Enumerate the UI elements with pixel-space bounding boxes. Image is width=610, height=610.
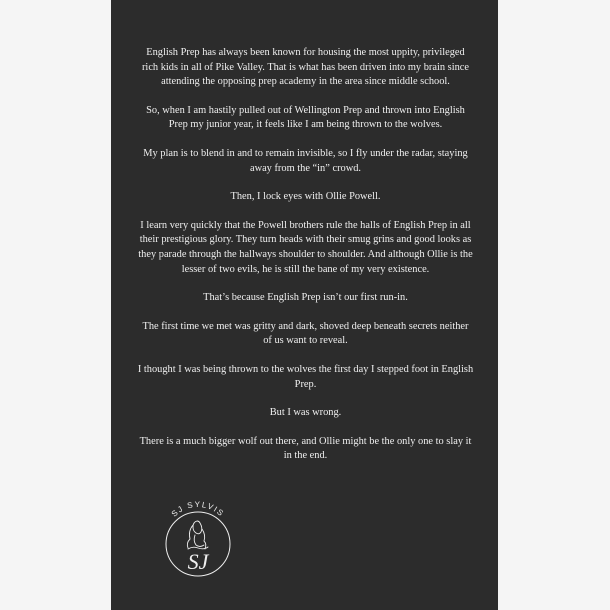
back-cover bbox=[111, 0, 498, 610]
blurb-paragraph-1: English Prep has always been known for housing the most uppity, privileged rich kids in all of Pike Valley. That is what has been driven into my brain since attending the opposing prep academy in the area since middle school. bbox=[141, 47, 470, 88]
blurb-paragraph-10: There is a much bigger wolf out there, and Ollie might be the only one to slay it in the end. bbox=[139, 435, 472, 462]
blurb-paragraph-6: That’s because English Prep isn’t our first run-in. bbox=[203, 292, 408, 304]
author-logo-icon bbox=[157, 489, 239, 579]
blurb-paragraph-7: The first time we met was gritty and dark, shoved deep beneath secrets neither of us want to reveal. bbox=[142, 320, 469, 347]
logo-monogram: SJ bbox=[187, 549, 209, 574]
logo-name: SJ SYLVIS bbox=[169, 499, 227, 519]
blurb-paragraph-8: I thought I was being thrown to the wolves the first day I stepped foot in English Prep. bbox=[137, 363, 474, 390]
blurb-text bbox=[137, 46, 474, 478]
blurb-paragraph-9: But I was wrong. bbox=[269, 407, 342, 419]
blurb-paragraph-2: So, when I am hastily pulled out of Wellington Prep and thrown into English Prep my junior year, it feels like I am being thrown to the wolves. bbox=[146, 104, 465, 131]
blurb-paragraph-4: Then, I lock eyes with Ollie Powell. bbox=[230, 191, 381, 203]
blurb-paragraph-3: My plan is to blend in and to remain invisible, so I fly under the radar, staying away from the “in” crowd. bbox=[143, 147, 468, 174]
blurb-paragraph-5: I learn very quickly that the Powell brothers rule the halls of English Prep in all their prestigious glory. They turn heads with their smug grins and good looks as they parade through the hallways shoulder to shoulder. And although Ollie is the lesser of two evils, he is still the bane of my very existence. bbox=[138, 219, 473, 275]
